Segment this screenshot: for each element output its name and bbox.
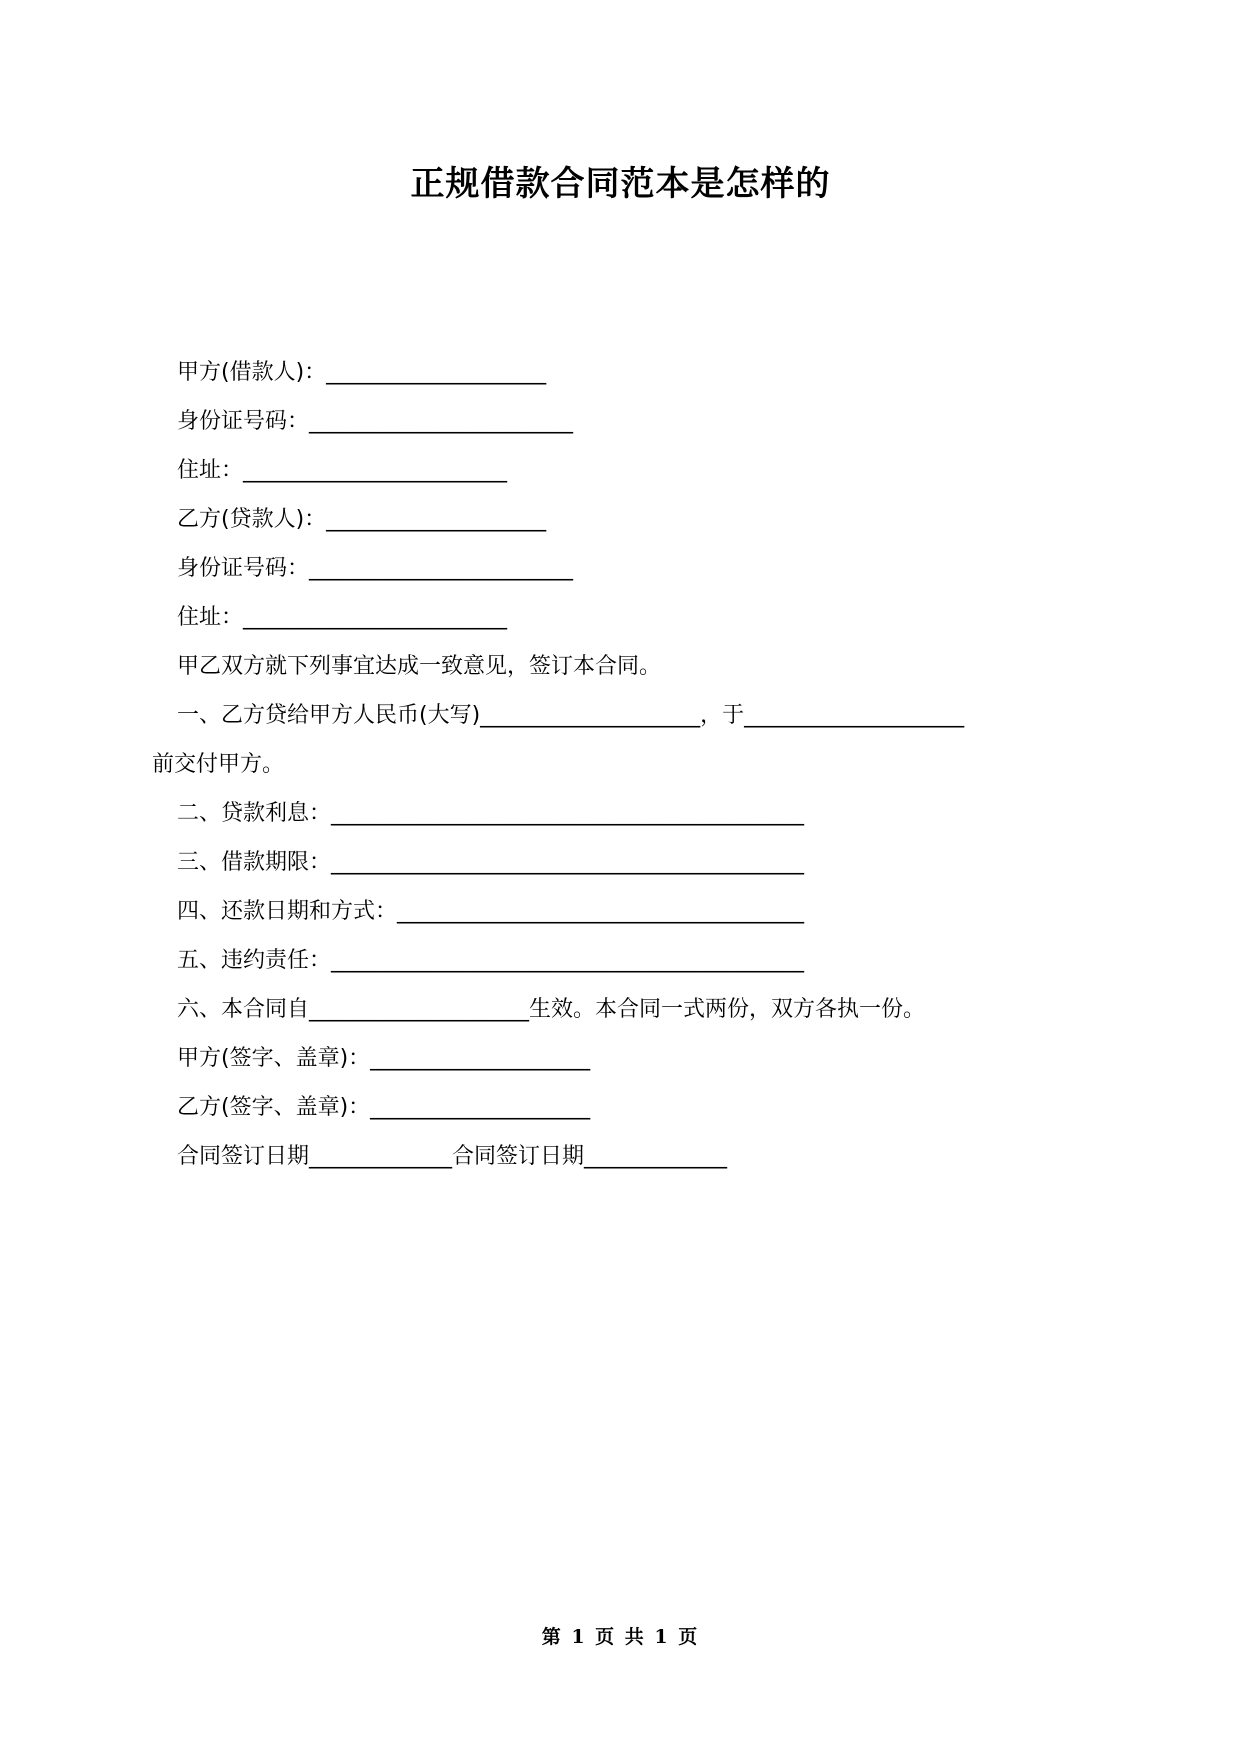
clause-1-continuation: 前交付甲方。 xyxy=(152,752,285,777)
party-a-borrower-line: 甲方(借款人)：____________________ xyxy=(177,360,547,385)
party-b-id-number-line: 身份证号码：________________________ xyxy=(177,556,574,581)
clause-5-liability: 五、违约责任：___________________________________________ xyxy=(177,948,805,973)
clause-1-loan-amount: 一、乙方贷给甲方人民币(大写)____________________，于____________________ xyxy=(177,703,965,728)
party-a-address-line: 住址：________________________ xyxy=(177,458,508,483)
clause-3-term: 三、借款期限：___________________________________________ xyxy=(177,850,805,875)
clause-4-repayment: 四、还款日期和方式：_____________________________________ xyxy=(177,899,805,924)
party-b-address-line: 住址：________________________ xyxy=(177,605,508,630)
clause-6-effective: 六、本合同自____________________生效。本合同一式两份，双方各执一份。 xyxy=(177,997,926,1022)
document-title: 正规借款合同范本是怎样的 xyxy=(410,164,831,204)
page-number-footer: 第 1 页 共 1 页 xyxy=(541,1626,700,1648)
party-b-lender-line: 乙方(贷款人)：____________________ xyxy=(177,507,547,532)
signing-date-line: 合同签订日期_____________合同签订日期_____________ xyxy=(177,1144,728,1169)
contract-body xyxy=(152,348,1112,1181)
party-b-signature-line: 乙方(签字、盖章)：____________________ xyxy=(177,1095,591,1120)
clause-2-interest: 二、贷款利息：___________________________________________ xyxy=(177,801,805,826)
agreement-statement: 甲乙双方就下列事宜达成一致意见，签订本合同。 xyxy=(177,654,662,679)
party-a-signature-line: 甲方(签字、盖章)：____________________ xyxy=(177,1046,591,1071)
party-a-id-number-line: 身份证号码：________________________ xyxy=(177,409,574,434)
